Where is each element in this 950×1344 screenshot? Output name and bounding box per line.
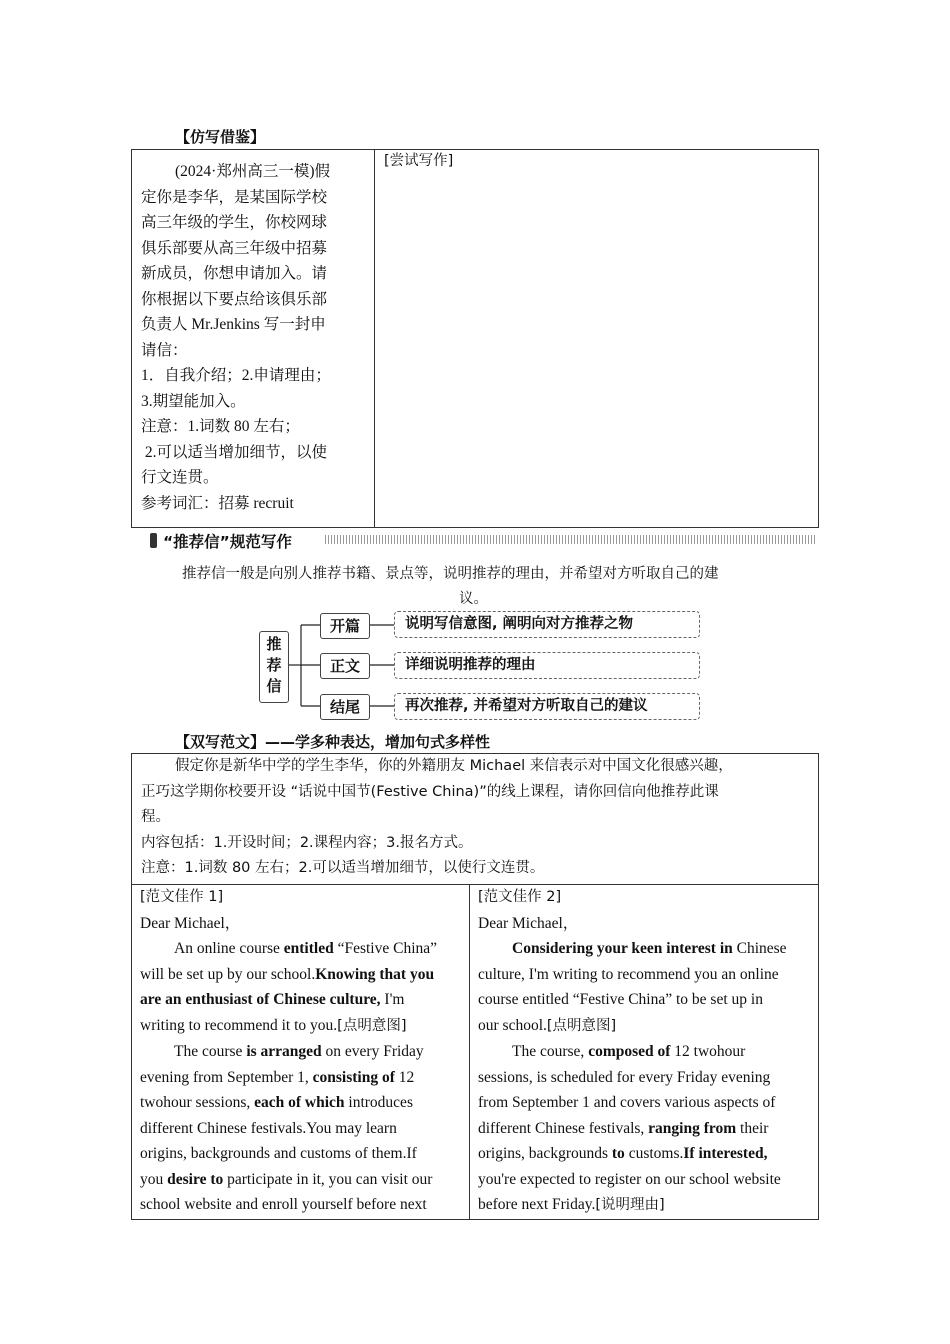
structure-diagram [258, 609, 698, 721]
essay-2-line: The course, composed of 12 twohour [512, 1043, 746, 1060]
task-line: 注意：1.词数 80 左右；2.可以适当增加细节，以使行文连贯。 [141, 860, 545, 876]
essay-2-line: Considering your keen interest in Chinese [512, 940, 787, 957]
diagram-node-opening: 开篇 [320, 613, 370, 639]
essay-1-line: you desire to participate in it, you can visit our [140, 1170, 433, 1188]
prompt-line: 参考词汇：招募 recruit [141, 494, 294, 512]
essay-1-line: different Chinese festivals.You may learn [140, 1119, 397, 1137]
essay-2-greeting: Dear Michael， [478, 914, 579, 932]
essay-1-line: twohour sessions, each of which introduces [140, 1094, 413, 1111]
prompt-line: 3.期望能加入。 [141, 392, 246, 410]
prompt-line: 行文连贯。 [141, 469, 219, 486]
diagram-root: 推 荐 信 [259, 631, 289, 703]
essay-1-line: will be set up by our school.Knowing that you [140, 965, 435, 983]
essay-2-line: different Chinese festivals, ranging from their [478, 1119, 769, 1137]
prompt-line: 负责人 Mr.Jenkins 写一封申 [141, 316, 326, 333]
prompt-line: 2.可以适当增加细节，以使 [141, 443, 328, 461]
section-intro: 推荐信一般是向别人推荐书籍、景点等，说明推荐的理由，并希望对方听取自己的建 [182, 566, 719, 582]
task-line: 内容包括：1.开设时间；2.课程内容；3.报名方式。 [141, 834, 473, 851]
task-cell [132, 754, 819, 885]
diagram-desc-opening: 说明写信意图, 阐明向对方推荐之物 [394, 611, 700, 638]
dual-table [131, 753, 819, 1220]
essay-2-line: course entitled “Festive China” to be set up in [478, 991, 763, 1008]
prompt-line: 1．自我介绍；2.申请理由； [141, 367, 331, 384]
diagram-node-body: 正文 [320, 653, 370, 679]
essay-1-line: writing to recommend it to you.[点明意图] [140, 1016, 407, 1034]
prompt-line: 你根据以下要点给该俱乐部 [141, 290, 328, 308]
dual-heading: 【双写范文】——学多种表达，增加句式多样性 [175, 733, 491, 751]
prompt-line: 新成员，你想申请加入。请 [141, 265, 328, 282]
imitation-heading: 【仿写借鉴】 [175, 128, 266, 146]
prompt-line: 请信： [141, 341, 188, 359]
prompt-line: 注意：1.词数 80 左右； [141, 418, 300, 435]
essay-1-line: are an enthusiast of Chinese culture, I'm [140, 991, 405, 1008]
essay-2-label: [范文佳作 2] [478, 889, 562, 905]
prompt-line: (2024·郑州高三一模)假 [175, 163, 330, 180]
section-divider [325, 535, 815, 544]
prompt-line: 俱乐部要从高三年级中招募 [141, 239, 328, 257]
essay-2-line: you're expected to register on our school website [478, 1170, 781, 1188]
essay-2-line: sessions, is scheduled for every Friday evening [478, 1068, 771, 1086]
essay-2-line: before next Friday.[说明理由] [478, 1196, 665, 1213]
imitation-table [131, 149, 819, 528]
section-intro-cont: 议。 [459, 591, 488, 607]
essay-1-line: origins, backgrounds and customs of them.If [140, 1145, 417, 1162]
essay-2-line: our school.[点明意图] [478, 1016, 617, 1034]
diagram-desc-body: 详细说明推荐的理由 [394, 652, 700, 679]
section-title: “推荐信”规范写作 [163, 533, 292, 551]
essay-1-label: [范文佳作 1] [140, 889, 224, 905]
essay-1-line: evening from September 1, consisting of 12 [140, 1068, 415, 1086]
essay-2-cell [470, 885, 819, 1220]
essay-1-line: school website and enroll yourself before next [140, 1196, 427, 1213]
try-writing-label: [尝试写作] [384, 153, 454, 169]
essay-1-greeting: Dear Michael， [140, 914, 241, 932]
prompt-cell [132, 150, 375, 528]
prompt-line: 高三年级的学生，你校网球 [141, 214, 328, 231]
prompt-line: 定你是李华，是某国际学校 [141, 188, 328, 206]
task-line: 假定你是新华中学的学生李华，你的外籍朋友 Michael 来信表示对中国文化很感兴趣， [175, 758, 733, 774]
essay-2-line: from September 1 and covers various aspects of [478, 1094, 776, 1111]
diagram-node-ending: 结尾 [320, 694, 370, 720]
essay-2-line: origins, backgrounds to customs.If interested, [478, 1145, 768, 1162]
essay-1-cell [132, 885, 470, 1220]
try-writing-cell[interactable] [375, 150, 819, 528]
section-marker [150, 533, 157, 548]
essay-1-line: An online course entitled “Festive China” [174, 940, 438, 957]
task-line: 正巧这学期你校要开设 “话说中国节(Festive China)”的线上课程，请你回信向他推荐此课 [141, 783, 719, 800]
essay-2-line: culture, I'm writing to recommend you an online [478, 965, 779, 983]
diagram-desc-ending: 再次推荐, 并希望对方听取自己的建议 [394, 693, 700, 720]
essay-1-line: The course is arranged on every Friday [174, 1043, 424, 1060]
task-line: 程。 [141, 809, 170, 825]
